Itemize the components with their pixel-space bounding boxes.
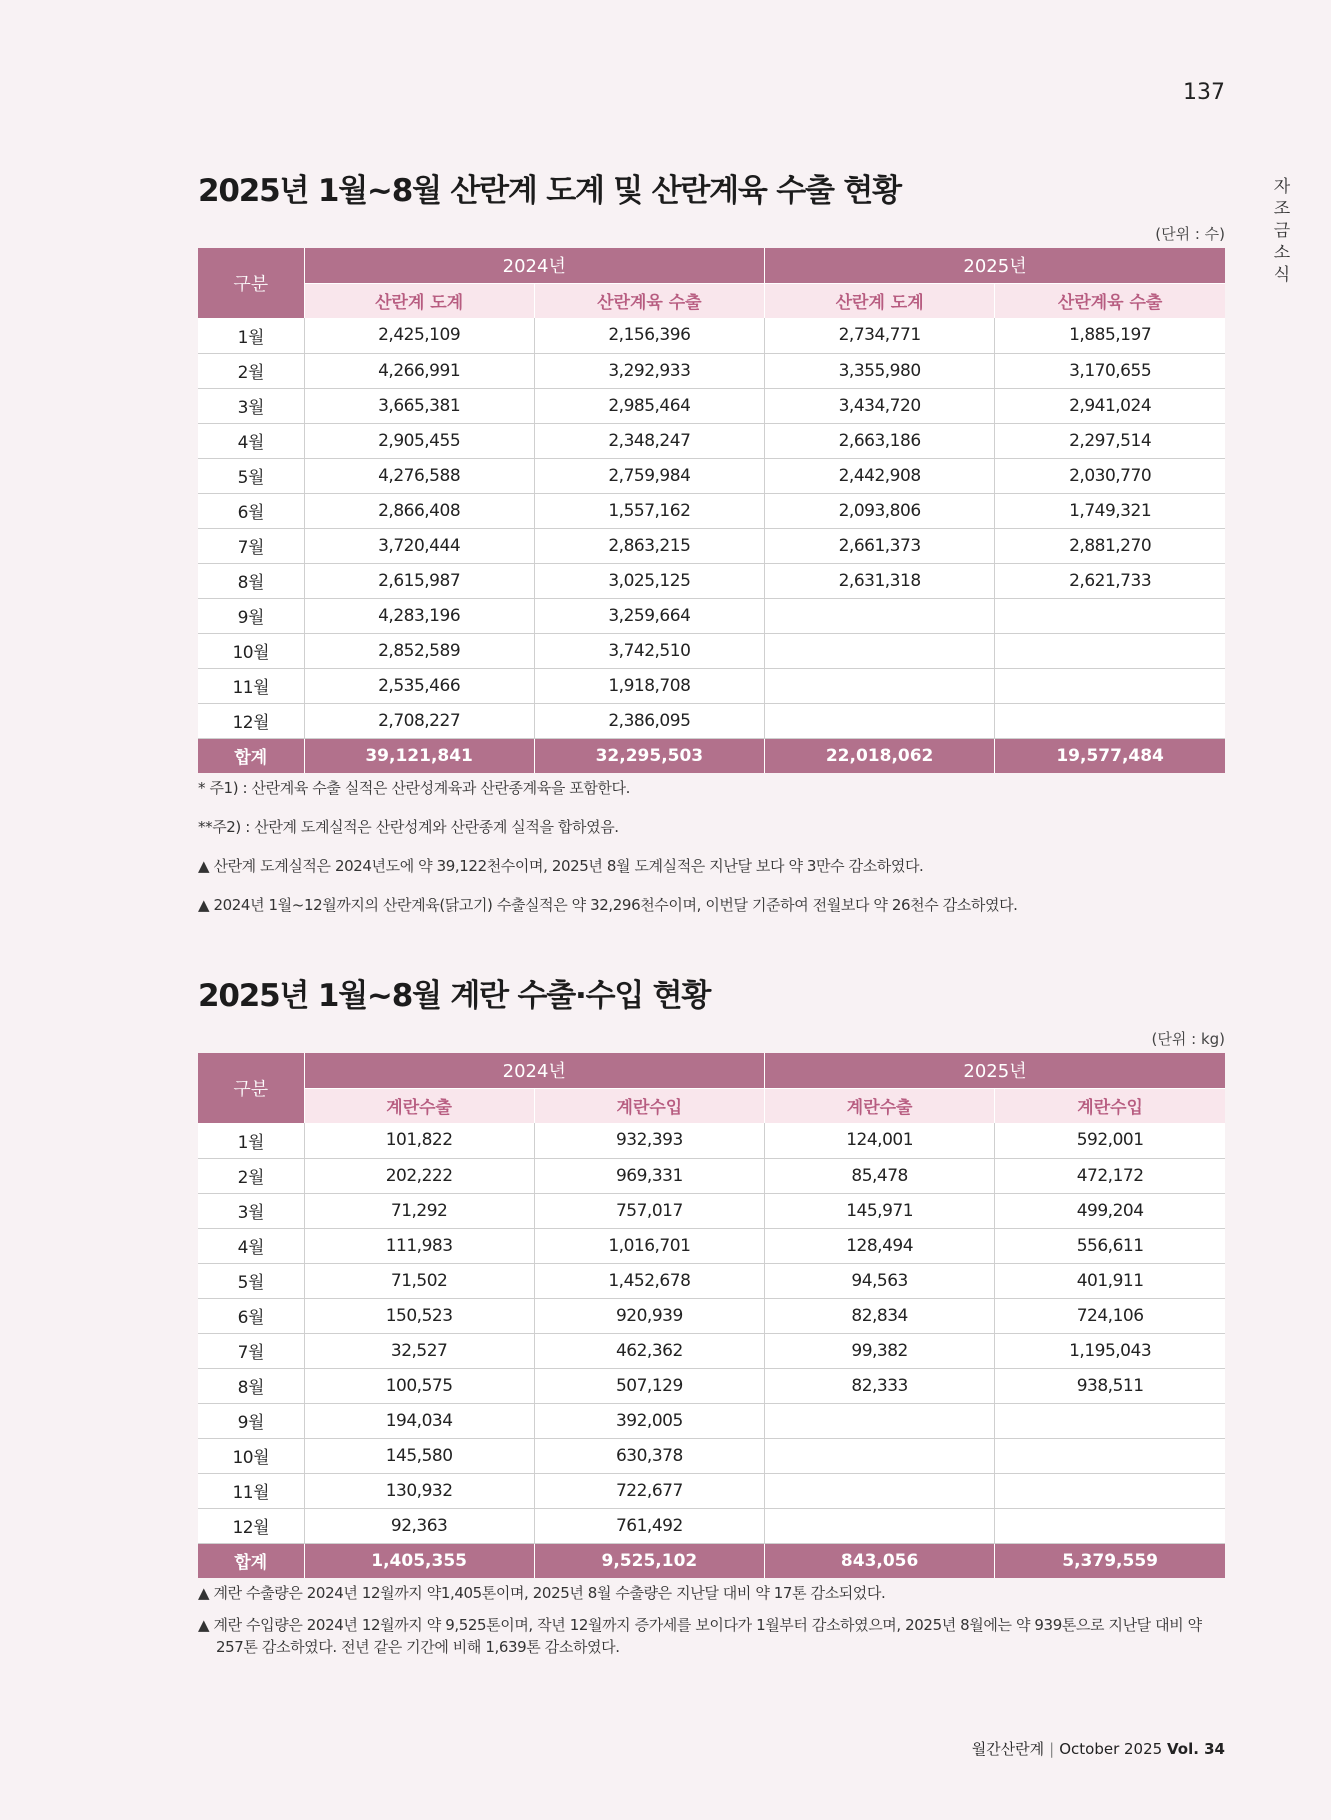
table-cell: 462,362 bbox=[534, 1333, 764, 1368]
section-layer-chicken-slaughter bbox=[198, 170, 1225, 933]
footer-issue: October 2025 bbox=[1059, 1740, 1163, 1758]
table-cell bbox=[765, 1438, 995, 1473]
table-cell: 4,266,991 bbox=[304, 353, 534, 388]
table-cell: 2,985,464 bbox=[534, 388, 764, 423]
table-cell: 2월 bbox=[198, 353, 304, 388]
table-cell: 761,492 bbox=[534, 1508, 764, 1543]
table-cell: 194,034 bbox=[304, 1403, 534, 1438]
table-cell bbox=[765, 1508, 995, 1543]
table1-notes bbox=[198, 777, 1225, 916]
table-cell bbox=[765, 703, 995, 738]
table-cell: 10월 bbox=[198, 633, 304, 668]
table-row bbox=[198, 598, 1225, 633]
table1-unit: (단위 : 수) bbox=[1155, 225, 1225, 243]
table-row bbox=[198, 318, 1225, 353]
table-cell: 2,535,466 bbox=[304, 668, 534, 703]
table-row bbox=[198, 1158, 1225, 1193]
table-cell: 130,932 bbox=[304, 1473, 534, 1508]
table-cell: 556,611 bbox=[995, 1228, 1225, 1263]
table-row bbox=[198, 1263, 1225, 1298]
table2-unit: (단위 : kg) bbox=[1151, 1030, 1225, 1048]
table-cell: 1,195,043 bbox=[995, 1333, 1225, 1368]
table-cell bbox=[995, 633, 1225, 668]
table-row bbox=[198, 668, 1225, 703]
table-cell: 2,905,455 bbox=[304, 423, 534, 458]
table-cell: 3,434,720 bbox=[765, 388, 995, 423]
table-cell: 12월 bbox=[198, 703, 304, 738]
table-cell: 2,881,270 bbox=[995, 528, 1225, 563]
table-cell: 85,478 bbox=[765, 1158, 995, 1193]
table-cell bbox=[765, 598, 995, 633]
table-cell bbox=[995, 598, 1225, 633]
table1-title: 2025년 1월~8월 산란계 도계 및 산란계육 수출 현황 bbox=[198, 173, 901, 209]
table1-total-row bbox=[198, 738, 1225, 773]
table-cell: 757,017 bbox=[534, 1193, 764, 1228]
table-cell: 10월 bbox=[198, 1438, 304, 1473]
table-cell: 2,442,908 bbox=[765, 458, 995, 493]
table-cell: 22,018,062 bbox=[765, 738, 995, 773]
table-cell: 2,030,770 bbox=[995, 458, 1225, 493]
table-cell: 392,005 bbox=[534, 1403, 764, 1438]
table-cell: 9월 bbox=[198, 598, 304, 633]
table-cell: 11월 bbox=[198, 1473, 304, 1508]
table-cell: 2,386,095 bbox=[534, 703, 764, 738]
table-cell: 2월 bbox=[198, 1158, 304, 1193]
table-cell: 4월 bbox=[198, 423, 304, 458]
note: ▲ 계란 수입량은 2024년 12월까지 약 9,525톤이며, 작년 12월까지 증가세를 보이다가 1월부터 감소하였으며, 2025년 8월에는 약 939톤으로 지난달 대비 약 257톤 감소하였다. 전년 같은 기간에 비해 1,639톤 감소하였다. bbox=[198, 1616, 1202, 1656]
table-cell: 99,382 bbox=[765, 1333, 995, 1368]
table2 bbox=[198, 1053, 1225, 1578]
table-cell: 111,983 bbox=[304, 1228, 534, 1263]
table-row bbox=[198, 388, 1225, 423]
table-row bbox=[198, 353, 1225, 388]
table-cell: 2,941,024 bbox=[995, 388, 1225, 423]
table-cell: 82,834 bbox=[765, 1298, 995, 1333]
table-cell: 2,093,806 bbox=[765, 493, 995, 528]
table-row bbox=[198, 563, 1225, 598]
table1 bbox=[198, 248, 1225, 773]
table-cell: 4월 bbox=[198, 1228, 304, 1263]
footer-separator: | bbox=[1049, 1740, 1055, 1758]
table-cell: 19,577,484 bbox=[995, 738, 1225, 773]
table-cell: 1,016,701 bbox=[534, 1228, 764, 1263]
table2-total-row bbox=[198, 1543, 1225, 1578]
table2-subheader: 계란수출 bbox=[304, 1088, 534, 1123]
table-cell: 11월 bbox=[198, 668, 304, 703]
table-row bbox=[198, 423, 1225, 458]
table-cell: 1,405,355 bbox=[304, 1543, 534, 1578]
table-cell: 2,866,408 bbox=[304, 493, 534, 528]
table-cell: 2,661,373 bbox=[765, 528, 995, 563]
section-egg-export-import bbox=[198, 975, 1225, 1668]
table-cell: 71,292 bbox=[304, 1193, 534, 1228]
table-cell: 145,580 bbox=[304, 1438, 534, 1473]
table-cell bbox=[995, 1438, 1225, 1473]
table2-header-2025: 2025년 bbox=[765, 1053, 1226, 1088]
table-row bbox=[198, 703, 1225, 738]
table-cell: 8월 bbox=[198, 563, 304, 598]
table-cell: 630,378 bbox=[534, 1438, 764, 1473]
table1-header-2024: 2024년 bbox=[304, 248, 765, 283]
note: ▲ 2024년 1월~12월까지의 산란계육(닭고기) 수출실적은 약 32,296천수이며, 이번달 기준하여 전월보다 약 26천수 감소하였다. bbox=[198, 896, 1018, 914]
table-row bbox=[198, 1403, 1225, 1438]
table-row bbox=[198, 528, 1225, 563]
table-cell: 150,523 bbox=[304, 1298, 534, 1333]
table-cell: 1월 bbox=[198, 318, 304, 353]
footer-magazine: 월간산란계 bbox=[971, 1740, 1045, 1758]
table-cell bbox=[995, 1473, 1225, 1508]
table-cell: 3월 bbox=[198, 1193, 304, 1228]
table2-header-2024: 2024년 bbox=[304, 1053, 765, 1088]
table-cell: 2,663,186 bbox=[765, 423, 995, 458]
table-cell: 3,025,125 bbox=[534, 563, 764, 598]
table-cell: 2,631,318 bbox=[765, 563, 995, 598]
note: * 주1) : 산란계육 수출 실적은 산란성계육과 산란종계육을 포함한다. bbox=[198, 779, 631, 797]
table-cell: 82,333 bbox=[765, 1368, 995, 1403]
table2-subheader: 계란수입 bbox=[995, 1088, 1225, 1123]
table2-notes bbox=[198, 1582, 1225, 1658]
table-cell: 5,379,559 bbox=[995, 1543, 1225, 1578]
table1-header-gubun: 구분 bbox=[198, 248, 304, 318]
table-cell bbox=[995, 1403, 1225, 1438]
table1-header-2025: 2025년 bbox=[765, 248, 1226, 283]
table-cell: 3월 bbox=[198, 388, 304, 423]
note: ▲ 계란 수출량은 2024년 12월까지 약1,405톤이며, 2025년 8월 수출량은 지난달 대비 약 17톤 감소되었다. bbox=[198, 1584, 886, 1602]
table-cell bbox=[995, 1508, 1225, 1543]
table-cell: 3,292,933 bbox=[534, 353, 764, 388]
table1-subheader: 산란계육 수출 bbox=[534, 283, 764, 318]
table-row bbox=[198, 1368, 1225, 1403]
table-cell: 71,502 bbox=[304, 1263, 534, 1298]
table-cell: 8월 bbox=[198, 1368, 304, 1403]
table-cell: 7월 bbox=[198, 1333, 304, 1368]
table-cell: 5월 bbox=[198, 1263, 304, 1298]
table-cell: 4,276,588 bbox=[304, 458, 534, 493]
table-cell: 2,425,109 bbox=[304, 318, 534, 353]
table-cell: 1,885,197 bbox=[995, 318, 1225, 353]
table-cell: 6월 bbox=[198, 493, 304, 528]
table-row bbox=[198, 1228, 1225, 1263]
table-cell: 1,749,321 bbox=[995, 493, 1225, 528]
table-cell: 92,363 bbox=[304, 1508, 534, 1543]
table-cell: 94,563 bbox=[765, 1263, 995, 1298]
table-row bbox=[198, 1123, 1225, 1158]
table-cell bbox=[765, 1403, 995, 1438]
table-cell: 3,170,655 bbox=[995, 353, 1225, 388]
table-cell: 124,001 bbox=[765, 1123, 995, 1158]
note: ▲ 산란계 도계실적은 2024년도에 약 39,122천수이며, 2025년 8월 도계실적은 지난달 보다 약 3만수 감소하였다. bbox=[198, 857, 924, 875]
table-cell bbox=[765, 633, 995, 668]
table-row bbox=[198, 458, 1225, 493]
table-row bbox=[198, 1193, 1225, 1228]
footer-vol: Vol. 34 bbox=[1166, 1740, 1225, 1758]
table-cell: 722,677 bbox=[534, 1473, 764, 1508]
table-cell: 2,734,771 bbox=[765, 318, 995, 353]
table-row bbox=[198, 1333, 1225, 1368]
page-number: 137 bbox=[1183, 80, 1225, 105]
table-cell: 2,863,215 bbox=[534, 528, 764, 563]
table-cell: 5월 bbox=[198, 458, 304, 493]
table-cell: 101,822 bbox=[304, 1123, 534, 1158]
table1-body bbox=[198, 318, 1225, 738]
table-cell: 2,156,396 bbox=[534, 318, 764, 353]
table-cell: 3,355,980 bbox=[765, 353, 995, 388]
table-cell: 2,615,987 bbox=[304, 563, 534, 598]
table1-subheader: 산란계 도계 bbox=[765, 283, 995, 318]
table-cell: 1,452,678 bbox=[534, 1263, 764, 1298]
table-cell bbox=[995, 668, 1225, 703]
table-row bbox=[198, 633, 1225, 668]
table2-body bbox=[198, 1123, 1225, 1543]
table2-header-gubun: 구분 bbox=[198, 1053, 304, 1123]
table-cell: 145,971 bbox=[765, 1193, 995, 1228]
table-cell: 472,172 bbox=[995, 1158, 1225, 1193]
table-cell: 920,939 bbox=[534, 1298, 764, 1333]
table-row bbox=[198, 493, 1225, 528]
table-cell: 3,720,444 bbox=[304, 528, 534, 563]
side-section-label: 자조금소식 bbox=[1273, 177, 1291, 285]
table-cell: 2,759,984 bbox=[534, 458, 764, 493]
table-cell: 507,129 bbox=[534, 1368, 764, 1403]
table-cell: 969,331 bbox=[534, 1158, 764, 1193]
table-cell: 938,511 bbox=[995, 1368, 1225, 1403]
page-footer bbox=[972, 1738, 1225, 1759]
table-cell: 9,525,102 bbox=[534, 1543, 764, 1578]
table2-title: 2025년 1월~8월 계란 수출·수입 현황 bbox=[198, 978, 711, 1014]
table2-subheader: 계란수출 bbox=[765, 1088, 995, 1123]
table2-subheader: 계란수입 bbox=[534, 1088, 764, 1123]
note: **주2) : 산란계 도계실적은 산란성계와 산란종계 실적을 합하였음. bbox=[198, 818, 619, 836]
table-cell: 4,283,196 bbox=[304, 598, 534, 633]
table-row bbox=[198, 1298, 1225, 1333]
table-cell: 39,121,841 bbox=[304, 738, 534, 773]
table-cell: 3,742,510 bbox=[534, 633, 764, 668]
table-cell: 1,557,162 bbox=[534, 493, 764, 528]
table-cell: 2,852,589 bbox=[304, 633, 534, 668]
table-cell: 932,393 bbox=[534, 1123, 764, 1158]
table-cell: 9월 bbox=[198, 1403, 304, 1438]
table-cell: 592,001 bbox=[995, 1123, 1225, 1158]
table-cell: 724,106 bbox=[995, 1298, 1225, 1333]
table-cell: 32,295,503 bbox=[534, 738, 764, 773]
table-cell: 32,527 bbox=[304, 1333, 534, 1368]
table-row bbox=[198, 1473, 1225, 1508]
table-cell bbox=[765, 1473, 995, 1508]
table-cell: 6월 bbox=[198, 1298, 304, 1333]
table-cell: 128,494 bbox=[765, 1228, 995, 1263]
table-cell: 843,056 bbox=[765, 1543, 995, 1578]
table-row bbox=[198, 1508, 1225, 1543]
table-cell: 합계 bbox=[198, 1543, 304, 1578]
table-cell: 2,348,247 bbox=[534, 423, 764, 458]
table-cell: 1월 bbox=[198, 1123, 304, 1158]
table-cell bbox=[995, 703, 1225, 738]
table-cell: 합계 bbox=[198, 738, 304, 773]
table-cell: 2,621,733 bbox=[995, 563, 1225, 598]
table-cell: 3,259,664 bbox=[534, 598, 764, 633]
table-cell: 202,222 bbox=[304, 1158, 534, 1193]
table-cell: 100,575 bbox=[304, 1368, 534, 1403]
table1-subheader: 산란계 도계 bbox=[304, 283, 534, 318]
table-cell: 7월 bbox=[198, 528, 304, 563]
table-cell: 401,911 bbox=[995, 1263, 1225, 1298]
table-cell: 3,665,381 bbox=[304, 388, 534, 423]
table-row bbox=[198, 1438, 1225, 1473]
table-cell: 1,918,708 bbox=[534, 668, 764, 703]
table-cell: 2,297,514 bbox=[995, 423, 1225, 458]
table1-subheader: 산란계육 수출 bbox=[995, 283, 1225, 318]
table-cell: 2,708,227 bbox=[304, 703, 534, 738]
table-cell: 12월 bbox=[198, 1508, 304, 1543]
table-cell: 499,204 bbox=[995, 1193, 1225, 1228]
table-cell bbox=[765, 668, 995, 703]
